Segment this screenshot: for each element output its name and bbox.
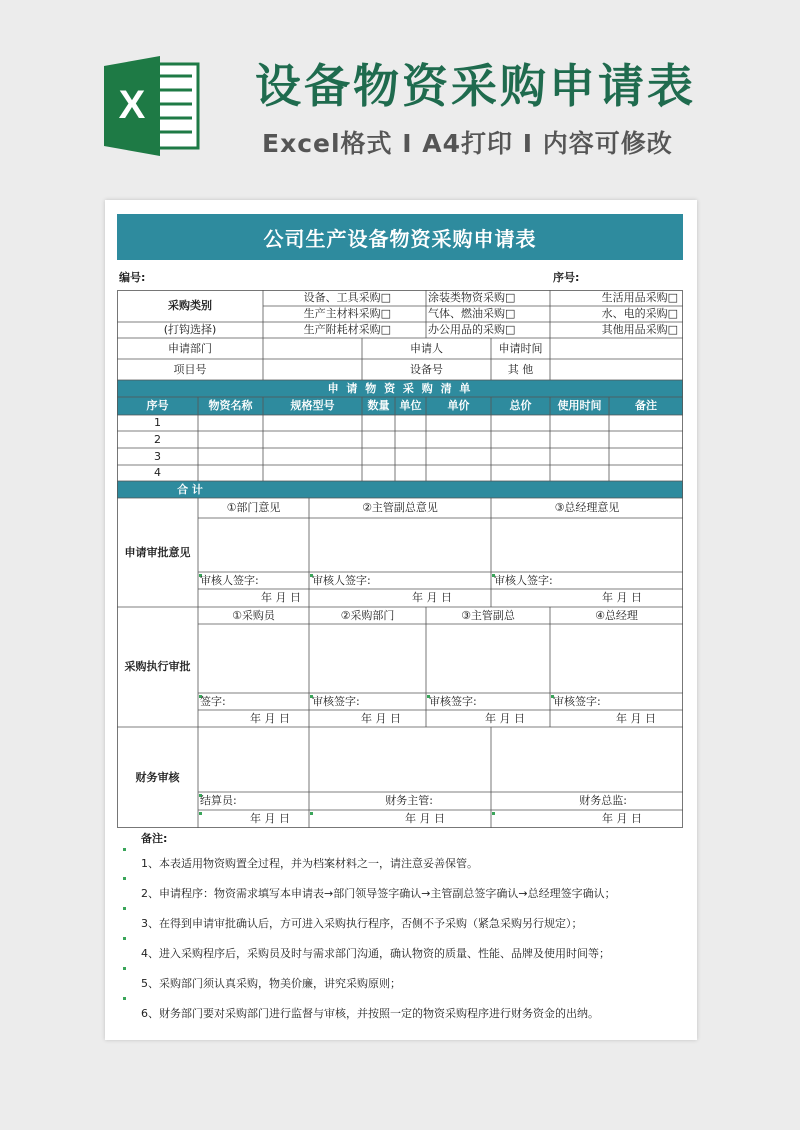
device-label: 设备号	[410, 362, 443, 376]
date-label: 年 月 日	[602, 812, 642, 825]
date-label: 年 月 日	[361, 711, 401, 725]
applicant-label: 申请人	[410, 341, 443, 355]
notes-title: 备注:	[141, 832, 168, 845]
signature-label: 审核人签字:	[312, 573, 371, 587]
signature-label: 审核人签字:	[200, 573, 259, 587]
date-label: 年 月 日	[250, 711, 290, 725]
category-hint: (打钩选择)	[163, 323, 217, 336]
row-number: 3	[154, 449, 161, 463]
signature-label: 审核人签字:	[494, 573, 553, 587]
date-label: 年 月 日	[602, 591, 642, 604]
signature-label: 结算员:	[200, 794, 237, 807]
note-marker	[123, 997, 126, 1000]
other-label: 其 他	[507, 362, 534, 376]
signature-label: 审核签字:	[553, 694, 601, 708]
column-header: 总价	[509, 399, 532, 412]
signature-label: 审核签字:	[312, 694, 360, 708]
row-number: 4	[154, 466, 161, 479]
svg-text:X: X	[118, 83, 146, 127]
list-title: 申 请 物 资 采 购 清 单	[327, 381, 473, 395]
banner-subtitle: Excel格式 I A4打印 I 内容可修改	[262, 129, 673, 158]
date-label: 年 月 日	[250, 812, 290, 825]
category-label: 采购类别	[168, 299, 212, 312]
note-item: 6、财务部门要对采购部门进行监督与审核，并按照一定的物资采购程序进行财务资金的出纳。	[141, 1007, 599, 1020]
note-item: 3、在得到申请审批确认后，方可进入采购执行程序，否侧不予采购（紧急采购另行规定）；	[141, 917, 583, 930]
note-item: 5、采购部门须认真采购，物美价廉，讲究采购原则；	[141, 977, 401, 990]
dept-label: 申请部门	[168, 341, 212, 355]
column-header: 备注	[635, 399, 657, 412]
column-header: 物资名称	[208, 399, 253, 412]
note-marker	[123, 877, 126, 880]
approval-item: ③总经理意见	[554, 501, 620, 514]
serial-label: 序号:	[553, 271, 580, 284]
execution-item: ③主管副总	[461, 608, 515, 622]
row-number: 1	[154, 416, 161, 429]
signature-label: 财务总监:	[579, 794, 627, 807]
project-label: 项目号	[173, 362, 207, 376]
date-label: 年 月 日	[485, 711, 525, 725]
approval-item: ②主管副总意见	[362, 501, 438, 514]
banner-title: 设备物资采购申请表	[255, 59, 696, 113]
column-header: 序号	[146, 399, 169, 412]
note-marker	[123, 848, 126, 851]
signature-label: 审核签字:	[429, 694, 477, 708]
number-label: 编号:	[119, 271, 146, 284]
note-marker	[123, 937, 126, 940]
category-option[interactable]: 生产主材料采购□	[303, 307, 391, 320]
date-label: 年 月 日	[616, 711, 656, 725]
excel-logo-icon	[104, 56, 202, 156]
approval-item: ①部门意见	[226, 501, 281, 514]
note-item: 4、进入采购程序后，采购员及时与需求部门沟通，确认物资的质量、性能、品牌及使用时间等；	[141, 947, 610, 960]
signature-label: 财务主管:	[385, 794, 433, 807]
approval-label: 申请审批意见	[124, 545, 191, 559]
finance-label: 财务审核	[135, 770, 180, 784]
column-header: 单位	[399, 399, 422, 412]
note-item: 1、本表适用物资购置全过程，并为档案材料之一，请注意妥善保管。	[141, 857, 478, 870]
category-option[interactable]: 生活用品采购□	[601, 291, 678, 304]
category-option[interactable]: 其他用品采购□	[601, 323, 678, 336]
form-sheet	[105, 200, 697, 1040]
column-header: 单价	[447, 399, 470, 412]
execution-item: ④总经理	[595, 608, 638, 622]
execution-item: ①采购员	[232, 608, 275, 622]
note-marker	[123, 907, 126, 910]
form-title: 公司生产设备物资采购申请表	[117, 214, 683, 260]
category-option[interactable]: 设备、工具采购□	[303, 291, 391, 304]
column-header: 规格型号	[290, 399, 335, 412]
date-label: 年 月 日	[261, 591, 301, 604]
note-item: 2、申请程序：物资需求填写本申请表→部门领导签字确认→主管副总签字确认→总经理签字确认；	[141, 887, 616, 900]
execution-label: 采购执行审批	[124, 660, 191, 673]
row-number: 2	[154, 432, 161, 446]
column-header: 使用时间	[557, 399, 602, 412]
column-header: 数量	[367, 399, 390, 412]
category-option[interactable]: 水、电的采购□	[601, 307, 678, 320]
category-option[interactable]: 涂装类物资采购□	[428, 291, 516, 304]
form-grid	[117, 290, 683, 828]
signature-label: 签字:	[200, 694, 226, 708]
category-option[interactable]: 生产附耗材采购□	[303, 323, 391, 336]
category-option[interactable]: 气体、燃油采购□	[428, 307, 516, 320]
date-label: 年 月 日	[412, 591, 452, 604]
total-label: 合 计	[177, 482, 203, 496]
note-marker	[123, 967, 126, 970]
apply-time-label: 申请时间	[498, 341, 543, 355]
category-option[interactable]: 办公用品的采购□	[428, 323, 516, 336]
execution-item: ②采购部门	[340, 608, 395, 622]
date-label: 年 月 日	[405, 812, 445, 825]
